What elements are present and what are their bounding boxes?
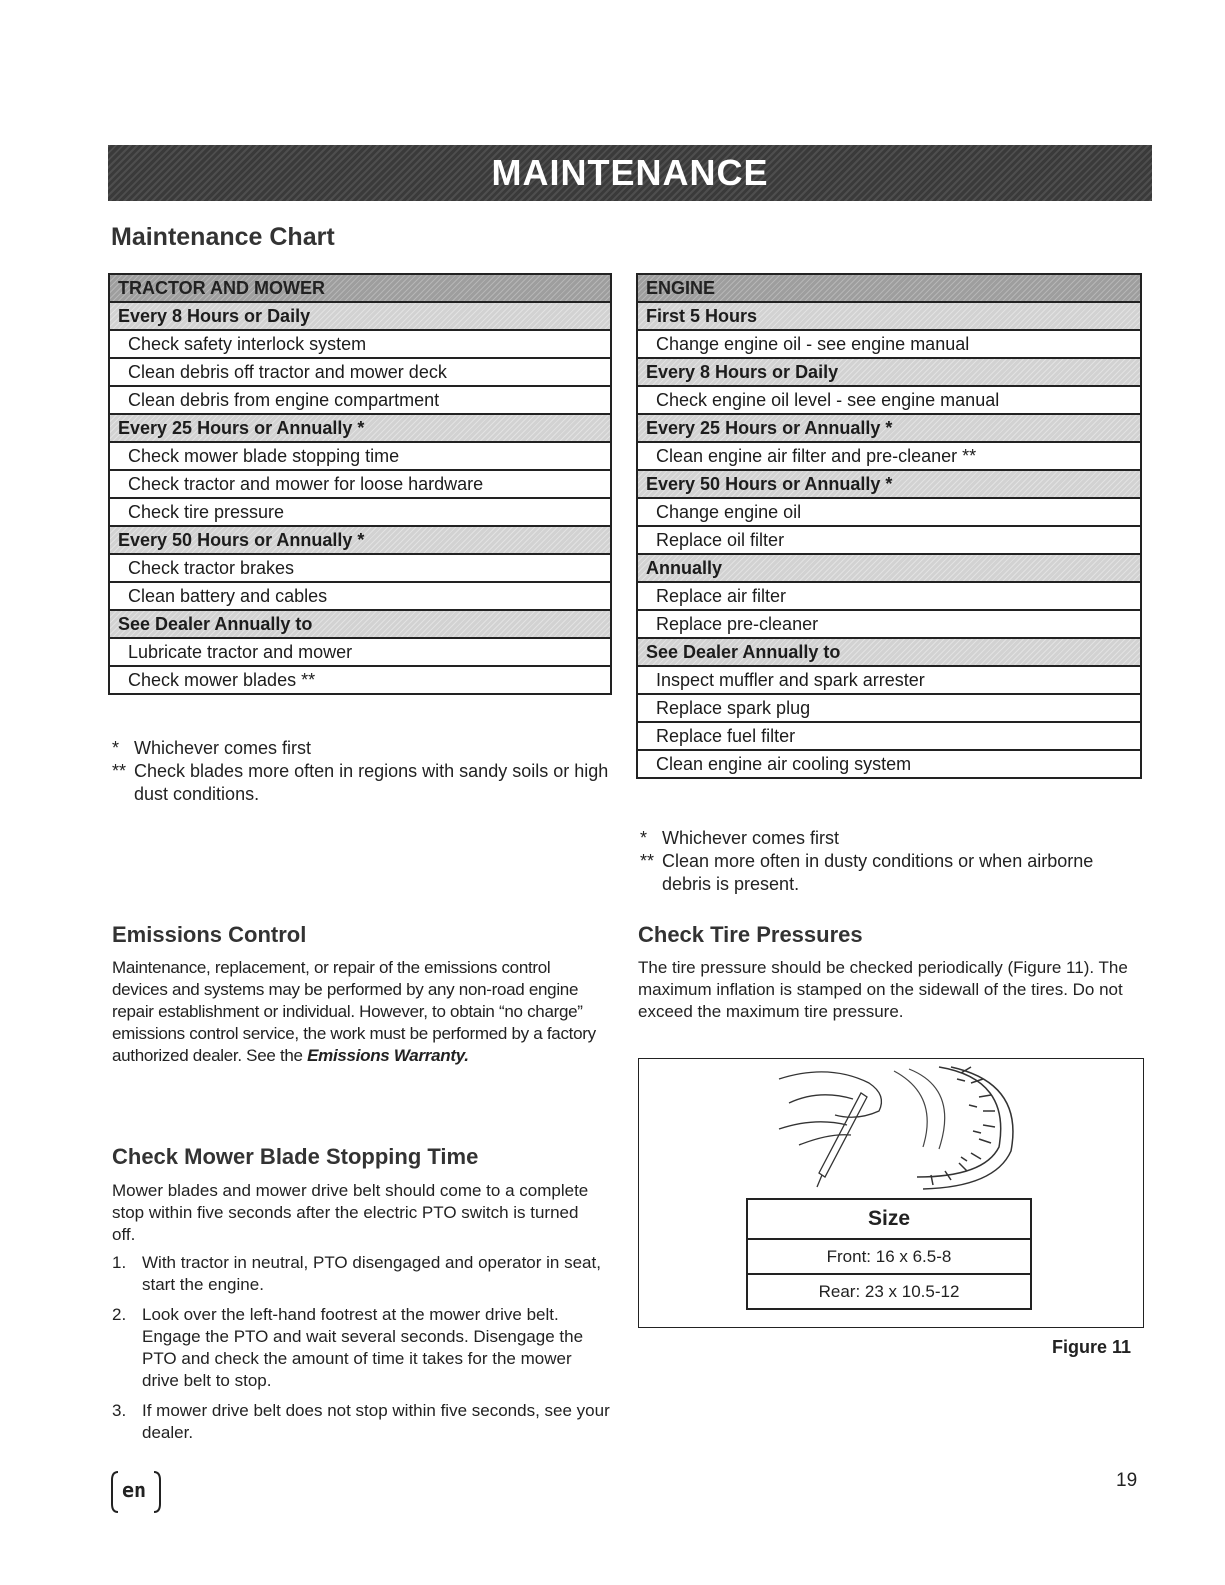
task-row: Clean engine air filter and pre-cleaner ** [637, 442, 1141, 470]
task-row: Clean battery and cables [109, 582, 611, 610]
step-number: 3. [112, 1401, 127, 1420]
size-header: Size [747, 1199, 1031, 1239]
hand-and-gauge [779, 1072, 881, 1187]
interval-row: Every 8 Hours or Daily [637, 358, 1141, 386]
footnote-mark: ** [112, 761, 127, 781]
chart-title: Maintenance Chart [111, 223, 335, 251]
emissions-warranty-ref: Emissions Warranty. [307, 1046, 469, 1065]
engine-footnotes [640, 827, 1140, 896]
footnote [112, 760, 612, 806]
page-number: 19 [1116, 1470, 1138, 1491]
engine-table [636, 273, 1142, 779]
tractor-mower-table [108, 273, 612, 695]
task-row: Check tractor brakes [109, 554, 611, 582]
table-header: TRACTOR AND MOWER [109, 274, 611, 302]
task-row: Replace spark plug [637, 694, 1141, 722]
task-row: Change engine oil [637, 498, 1141, 526]
step-item [112, 1252, 612, 1296]
footnote-mark: * [640, 828, 648, 848]
footnote-text: Check blades more often in regions with sandy soils or high dust conditions. [134, 761, 609, 804]
task-row: Check tire pressure [109, 498, 611, 526]
step-text: With tractor in neutral, PTO disengaged and operator in seat, start the engine. [142, 1253, 601, 1294]
step-text: Look over the left-hand footrest at the mower drive belt. Engage the PTO and wait several seconds. Disengage the PTO and check the amount of time it takes for the mower drive belt to stop. [142, 1305, 584, 1390]
tire-paragraph: The tire pressure should be checked periodically (Figure 11). The maximum inflation is stamped on the sidewall of the tires. Do not exceed the maximum tire pressure. [638, 958, 1128, 1021]
footnote-mark: ** [640, 851, 655, 871]
tire-rim [894, 1069, 945, 1149]
footnote-text: Clean more often in dusty conditions or when airborne debris is present. [662, 851, 1094, 894]
figure-caption: Figure 11 [1052, 1337, 1132, 1357]
interval-row: Every 25 Hours or Annually * [637, 414, 1141, 442]
task-row: Clean debris off tractor and mower deck [109, 358, 611, 386]
task-row: Check tractor and mower for loose hardware [109, 470, 611, 498]
task-row: Lubricate tractor and mower [109, 638, 611, 666]
section-banner [108, 145, 1152, 201]
interval-row: Every 8 Hours or Daily [109, 302, 611, 330]
task-row: Check mower blade stopping time [109, 442, 611, 470]
task-row: Clean debris from engine compartment [109, 386, 611, 414]
footnote-text: Whichever comes first [662, 828, 840, 848]
tractor-footnotes [112, 737, 612, 806]
blade-steps [112, 1252, 612, 1452]
footnote [640, 827, 1140, 850]
interval-row: First 5 Hours [637, 302, 1141, 330]
banner-title: MAINTENANCE [491, 152, 769, 193]
step-number: 2. [112, 1305, 127, 1324]
footnote [640, 850, 1140, 896]
step-text: If mower drive belt does not stop within five seconds, see your dealer. [142, 1401, 610, 1442]
emissions-body: Maintenance, replacement, or repair of the emissions control devices and systems may be performed by any non-road engine repair establishment or individual. However, to obtain “no charge” emissions control service, the work must be performed by a factory authorized dealer. See the [112, 958, 596, 1065]
interval-row: Every 25 Hours or Annually * [109, 414, 611, 442]
emissions-paragraph [112, 957, 610, 1067]
emissions-heading: Emissions Control [112, 922, 307, 947]
tire-tread [917, 1067, 1013, 1189]
interval-row: Annually [637, 554, 1141, 582]
front-tire-size: Front: 16 x 6.5-8 [747, 1239, 1031, 1274]
task-row: Change engine oil - see engine manual [637, 330, 1141, 358]
task-row: Replace fuel filter [637, 722, 1141, 750]
task-row: Replace air filter [637, 582, 1141, 610]
language-code: en [122, 1478, 147, 1502]
footnote [112, 737, 612, 760]
tire-heading: Check Tire Pressures [638, 922, 863, 947]
tire-size-table [746, 1198, 1032, 1310]
rear-tire-size: Rear: 23 x 10.5-12 [747, 1274, 1031, 1309]
interval-row: Every 50 Hours or Annually * [109, 526, 611, 554]
task-row: Inspect muffler and spark arrester [637, 666, 1141, 694]
step-item [112, 1400, 612, 1444]
task-row: Clean engine air cooling system [637, 750, 1141, 778]
blade-heading: Check Mower Blade Stopping Time [112, 1144, 479, 1169]
task-row: Check engine oil level - see engine manual [637, 386, 1141, 414]
step-item [112, 1304, 612, 1392]
interval-row: See Dealer Annually to [637, 638, 1141, 666]
footnote-text: Whichever comes first [134, 738, 312, 758]
interval-row: See Dealer Annually to [109, 610, 611, 638]
task-row: Replace oil filter [637, 526, 1141, 554]
table-header: ENGINE [637, 274, 1141, 302]
footnote-mark: * [112, 738, 120, 758]
interval-row: Every 50 Hours or Annually * [637, 470, 1141, 498]
step-number: 1. [112, 1253, 127, 1272]
task-row: Check mower blades ** [109, 666, 611, 694]
task-row: Check safety interlock system [109, 330, 611, 358]
blade-paragraph: Mower blades and mower drive belt should come to a complete stop within five seconds after the electric PTO switch is turned off. [112, 1181, 589, 1244]
task-row: Replace pre-cleaner [637, 610, 1141, 638]
